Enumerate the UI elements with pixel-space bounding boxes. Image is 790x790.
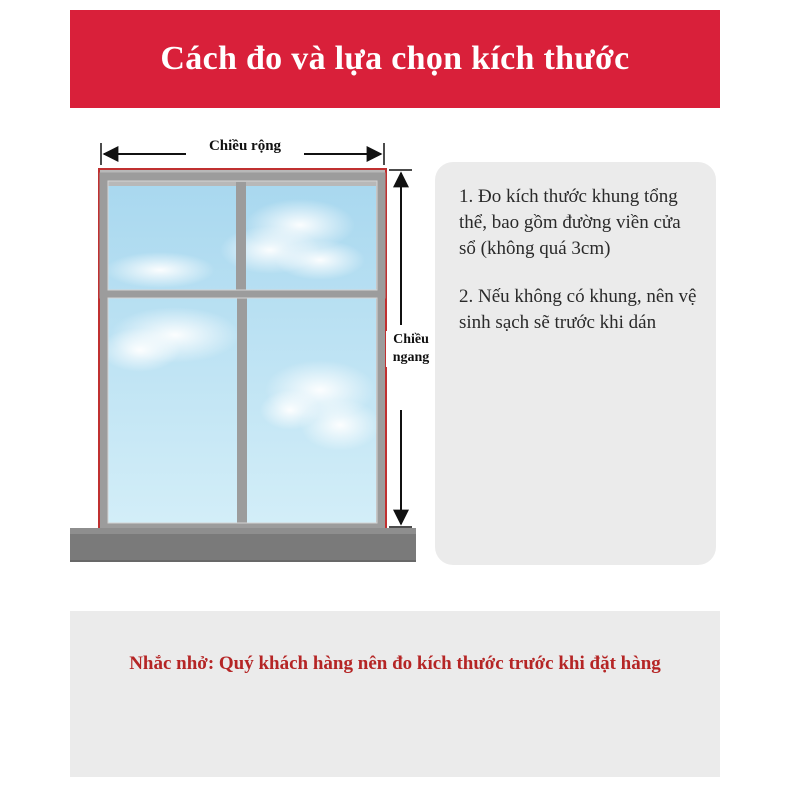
height-label-line2: ngang [392, 350, 430, 365]
width-label: Chiều rộng [208, 138, 282, 154]
instruction-step-2: 2. Nếu không có khung, nên vệ sinh sạch sẽ trước khi dán [459, 286, 697, 333]
window-sill [70, 528, 416, 562]
height-label-line1: Chiều [393, 332, 429, 347]
reminder-box [70, 611, 720, 777]
reminder-text: Nhắc nhở: Quý khách hàng nên đo kích thước trước khi đặt hàng [129, 653, 661, 674]
instructions-card [435, 162, 716, 565]
instruction-step-1: 1. Đo kích thước khung tổng thể, bao gồm đường viền cửa sổ (không quá 3cm) [459, 186, 681, 259]
page-title: Cách đo và lựa chọn kích thước [160, 40, 630, 77]
height-label [386, 331, 436, 367]
